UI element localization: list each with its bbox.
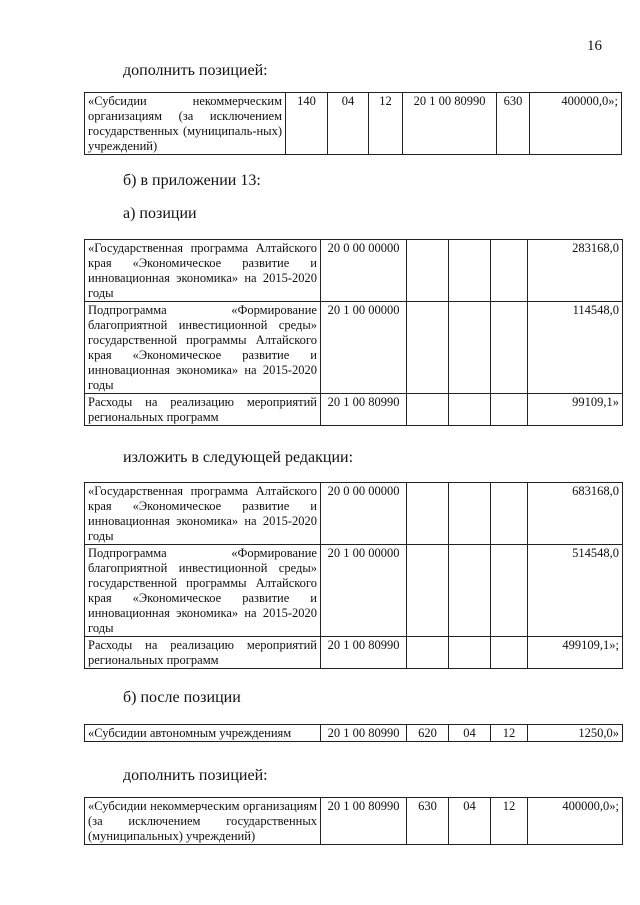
cell-section: 04 (449, 798, 491, 845)
cell-subsection (491, 637, 528, 669)
cell-expense-type (407, 483, 449, 545)
table-row (85, 725, 623, 742)
cell-name: Расходы на реализацию мероприятий региональных программ (85, 637, 321, 669)
cell-expense-type (407, 394, 449, 426)
table-positions-old (84, 239, 623, 426)
cell-name: «Государственная программа Алтайского края «Экономическое развитие и инновационная экономика» на 2015-2020 годы (85, 483, 321, 545)
cell-amount: 283168,0 (528, 240, 623, 302)
table-positions-new (84, 482, 623, 669)
paragraph-positions: а) позиции (123, 205, 197, 222)
cell-name: Расходы на реализацию мероприятий региональных программ (85, 394, 321, 426)
cell-amount: 114548,0 (528, 302, 623, 394)
cell-target-item: 20 1 00 80990 (403, 93, 497, 155)
cell-subsection (491, 545, 528, 637)
cell-target-item: 20 1 00 80990 (321, 798, 407, 845)
table-row (85, 302, 623, 394)
cell-subsection (491, 394, 528, 426)
table-addition-appendix (84, 92, 622, 155)
cell-amount: 499109,1»; (528, 637, 623, 669)
cell-name: Подпрограмма «Формирование благоприятной инвестиционной среды» государственной программы Алтайского края «Экономическое развитие и инновационная экономика» на 2015-2020 годы (85, 545, 321, 637)
table-row (85, 545, 623, 637)
cell-name: «Субсидии некоммерческим организациям (за исключением государственных (муниципаль-ных) учреждений) (85, 93, 286, 155)
table-row (85, 483, 623, 545)
cell-name: «Субсидии автономным учреждениям (85, 725, 321, 742)
cell-amount: 1250,0» (528, 725, 623, 742)
table-row (85, 240, 623, 302)
cell-section (449, 483, 491, 545)
paragraph-after-position: б) после позиции (123, 689, 241, 706)
cell-expense-type (407, 240, 449, 302)
cell-section (449, 637, 491, 669)
cell-expense-type: 630 (497, 93, 530, 155)
cell-name: Подпрограмма «Формирование благоприятной инвестиционной среды» государственной программы Алтайского края «Экономическое развитие и инновационная экономика» на 2015-2020 годы (85, 302, 321, 394)
cell-target-item: 20 0 00 00000 (321, 240, 407, 302)
cell-target-item: 20 0 00 00000 (321, 483, 407, 545)
table-addition-position (84, 797, 623, 845)
cell-target-item: 20 1 00 00000 (321, 302, 407, 394)
cell-amount: 99109,1» (528, 394, 623, 426)
cell-amount: 514548,0 (528, 545, 623, 637)
table-row (85, 798, 623, 845)
cell-amount: 683168,0 (528, 483, 623, 545)
cell-target-item: 20 1 00 00000 (321, 545, 407, 637)
cell-amount: 400000,0»; (528, 798, 623, 845)
cell-section (449, 394, 491, 426)
cell-target-item: 20 1 00 80990 (321, 394, 407, 426)
paragraph-add-position-1: дополнить позицией: (123, 62, 268, 79)
cell-subsection: 12 (491, 798, 528, 845)
paragraph-appendix-13: б) в приложении 13: (123, 172, 261, 189)
cell-section (449, 545, 491, 637)
cell-section (449, 302, 491, 394)
cell-section: 04 (328, 93, 369, 155)
cell-code: 140 (286, 93, 328, 155)
table-row (85, 394, 623, 426)
cell-subsection: 12 (369, 93, 403, 155)
cell-name: «Государственная программа Алтайского края «Экономическое развитие и инновационная экономика» на 2015-2020 годы (85, 240, 321, 302)
cell-expense-type: 630 (407, 798, 449, 845)
cell-name: «Субсидии некоммерческим организациям (за исключением государственных (муниципальных) учреждений) (85, 798, 321, 845)
cell-subsection (491, 302, 528, 394)
paragraph-new-wording: изложить в следующей редакции: (123, 449, 354, 466)
cell-target-item: 20 1 00 80990 (321, 725, 407, 742)
cell-target-item: 20 1 00 80990 (321, 637, 407, 669)
cell-section: 04 (449, 725, 491, 742)
cell-expense-type (407, 545, 449, 637)
table-row (85, 93, 622, 155)
cell-expense-type (407, 637, 449, 669)
cell-subsection (491, 240, 528, 302)
cell-subsection: 12 (491, 725, 528, 742)
table-row (85, 637, 623, 669)
cell-expense-type: 620 (407, 725, 449, 742)
table-anchor-position (84, 724, 623, 742)
paragraph-add-position-2: дополнить позицией: (123, 767, 268, 784)
cell-expense-type (407, 302, 449, 394)
cell-amount: 400000,0»; (530, 93, 622, 155)
cell-section (449, 240, 491, 302)
cell-subsection (491, 483, 528, 545)
page-number: 16 (587, 38, 602, 54)
